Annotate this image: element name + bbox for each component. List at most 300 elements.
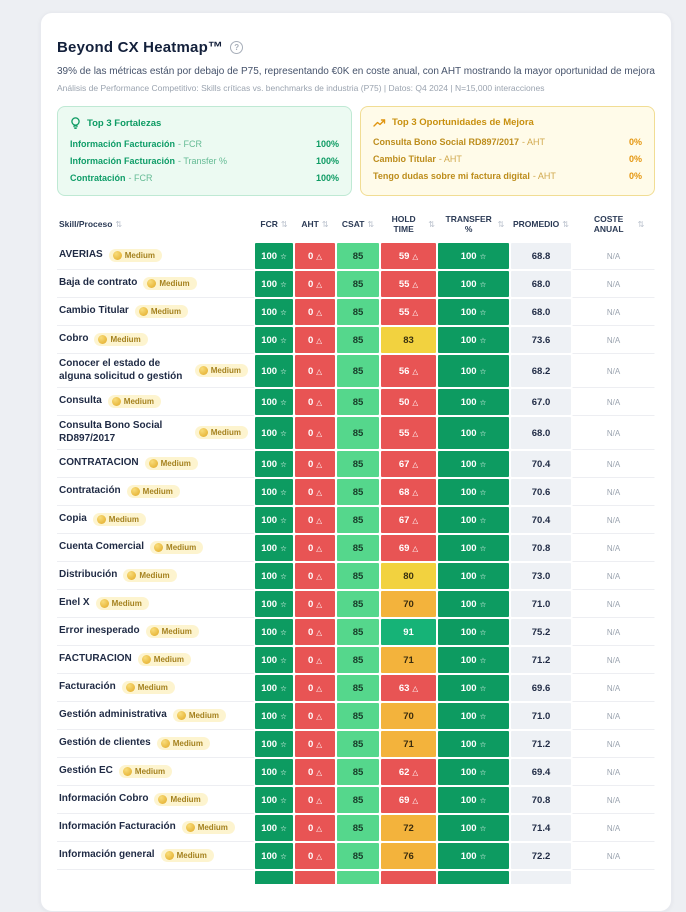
transfer-cell <box>437 814 510 842</box>
coste-anual-cell-value: N/A <box>606 795 621 805</box>
hold-time-cell <box>380 702 437 730</box>
transfer-cell-value: 100 <box>460 710 477 722</box>
skill-label: Gestión administrativa <box>59 709 167 721</box>
coin-icon <box>177 711 186 720</box>
coste-anual-cell <box>572 298 655 326</box>
coin-icon <box>158 795 167 804</box>
transfer-cell-value: 100 <box>460 334 477 346</box>
column-header-promedio[interactable] <box>510 220 572 230</box>
strength-item <box>70 173 339 183</box>
column-header-aht[interactable] <box>294 220 336 230</box>
table-row <box>57 478 655 506</box>
coste-anual-cell-value: N/A <box>606 627 621 637</box>
star-icon: ☆ <box>280 683 287 693</box>
table-row <box>57 758 655 786</box>
opportunity-item-value: 0% <box>628 171 642 181</box>
badge-label: Medium <box>188 711 220 720</box>
transfer-cell-value: 100 <box>460 365 477 377</box>
hold-time-cell-value: 72 <box>403 822 414 834</box>
skill-label: Cobro <box>59 333 89 345</box>
warning-icon: △ <box>412 397 419 407</box>
transfer-cell-value: 100 <box>460 458 477 470</box>
table-row <box>57 298 655 326</box>
skill-label: Información Facturación <box>59 821 176 833</box>
star-icon: ☆ <box>479 739 487 749</box>
transfer-cell <box>437 590 510 618</box>
coste-anual-cell <box>572 326 655 354</box>
coste-anual-cell-value: N/A <box>606 459 621 469</box>
transfer-cell <box>437 388 510 416</box>
fcr-cell-value: 100 <box>261 766 278 778</box>
promedio-cell-value: 67.0 <box>531 396 551 408</box>
strength-item-value: 100% <box>315 173 339 183</box>
warning-icon: △ <box>412 459 419 469</box>
sort-icon[interactable]: ⇅ <box>562 220 569 230</box>
csat-cell-value: 85 <box>352 654 364 666</box>
fcr-cell <box>254 298 294 326</box>
promedio-cell-value: 70.6 <box>531 486 551 498</box>
warning-icon: △ <box>412 251 419 261</box>
badge-label: Medium <box>137 683 168 692</box>
medium-badge <box>173 709 226 722</box>
coste-anual-cell <box>572 786 655 814</box>
coste-anual-cell <box>572 702 655 730</box>
warning-icon: △ <box>316 851 323 861</box>
info-icon[interactable]: ? <box>230 41 243 54</box>
strength-item <box>70 156 339 166</box>
star-icon: ☆ <box>479 279 487 289</box>
skill-label: Cuenta Comercial <box>59 541 145 553</box>
hold-time-cell <box>380 506 437 534</box>
promedio-cell-value: 71.2 <box>531 738 551 750</box>
sort-icon[interactable]: ⇅ <box>280 220 288 230</box>
hold-time-cell-value: 69 <box>398 542 410 554</box>
coste-anual-cell-value: N/A <box>606 739 621 749</box>
skill-cell <box>57 562 254 590</box>
transfer-cell <box>437 478 510 506</box>
skill-cell <box>57 618 254 646</box>
transfer-cell-value: 100 <box>460 626 477 638</box>
skill-cell <box>57 354 254 388</box>
table-row <box>57 326 655 354</box>
warning-icon: △ <box>412 543 419 553</box>
badge-label: Medium <box>139 571 170 580</box>
fcr-cell-value: 100 <box>261 738 278 750</box>
csat-cell <box>336 354 380 388</box>
transfer-cell-value: 100 <box>460 822 477 834</box>
transfer-cell-value: 100 <box>460 396 477 408</box>
star-icon: ☆ <box>280 823 287 833</box>
promedio-cell <box>510 478 572 506</box>
warning-icon: △ <box>316 739 323 749</box>
card-header <box>57 39 655 56</box>
transfer-cell <box>437 730 510 758</box>
coste-anual-cell-value: N/A <box>606 279 621 289</box>
fcr-cell <box>254 590 294 618</box>
skill-label: Consulta Bono Social RD897/2017 <box>59 420 163 444</box>
badge-label: Medium <box>142 487 173 496</box>
badge-label: Medium <box>160 459 191 468</box>
strength-item-metric: - FCR <box>128 173 153 183</box>
csat-cell <box>336 814 380 842</box>
warning-icon: △ <box>316 627 323 637</box>
csat-cell-value: 85 <box>352 514 364 526</box>
warning-icon: △ <box>316 251 323 261</box>
promedio-cell <box>510 450 572 478</box>
column-header-label: Skill/Proceso <box>59 219 113 230</box>
strength-item-label: Contratación <box>70 173 126 183</box>
fcr-cell <box>254 388 294 416</box>
fcr-cell-value: 100 <box>261 250 278 262</box>
aht-cell <box>294 388 336 416</box>
sort-icon[interactable]: ⇅ <box>321 220 329 230</box>
coste-anual-cell <box>572 562 655 590</box>
badge-label: Medium <box>134 767 166 776</box>
skill-label: Copia <box>59 513 87 525</box>
csat-cell <box>336 298 380 326</box>
table-row <box>57 646 655 674</box>
column-header-label: COSTE ANUAL <box>593 214 624 234</box>
csat-cell-value: 85 <box>352 850 364 862</box>
partial-table-row <box>57 870 655 884</box>
opportunity-item-label: Cambio Titular <box>373 154 436 164</box>
transfer-cell-value: 100 <box>460 794 477 806</box>
column-header-hold-time[interactable] <box>380 215 437 235</box>
medium-badge <box>135 305 188 318</box>
csat-cell-value: 85 <box>352 458 364 470</box>
hold-time-cell <box>380 298 437 326</box>
column-header-label: PROMEDIO <box>513 219 560 230</box>
skill-cell <box>57 702 254 730</box>
hold-time-cell-value: 76 <box>403 850 414 862</box>
badge-label: Medium <box>159 279 190 288</box>
strength-item-label: Información Facturación <box>70 156 176 166</box>
medium-badge <box>109 249 162 262</box>
warning-icon: △ <box>316 571 323 581</box>
coin-icon <box>154 543 163 552</box>
promedio-cell-value: 68.0 <box>531 427 551 439</box>
coste-anual-cell-value: N/A <box>606 823 621 833</box>
csat-cell <box>336 674 380 702</box>
star-icon: ☆ <box>479 366 487 376</box>
promedio-cell <box>510 842 572 870</box>
promedio-cell <box>510 534 572 562</box>
star-icon: ☆ <box>479 767 487 777</box>
badge-label: Medium <box>110 335 141 344</box>
fcr-cell <box>254 534 294 562</box>
csat-cell <box>336 450 380 478</box>
skill-cell <box>57 758 254 786</box>
hold-time-cell-value: 69 <box>398 794 410 806</box>
hold-time-cell-value: 91 <box>403 626 414 638</box>
column-header-label: HOLD TIME <box>391 214 416 234</box>
csat-cell-value: 85 <box>352 794 364 806</box>
transfer-cell <box>437 416 510 450</box>
star-icon: ☆ <box>280 366 287 376</box>
fcr-cell-value: 100 <box>261 334 278 346</box>
column-header-fcr[interactable] <box>254 220 294 230</box>
heatmap-table <box>57 208 655 884</box>
transfer-cell-value: 100 <box>460 654 477 666</box>
promedio-cell-value: 68.2 <box>531 365 551 377</box>
column-header-coste-anual[interactable] <box>572 215 655 235</box>
hold-time-cell-value: 80 <box>403 570 414 582</box>
csat-cell-value: 85 <box>352 396 364 408</box>
csat-cell <box>336 388 380 416</box>
medium-badge <box>195 364 248 377</box>
column-header-label: AHT <box>301 219 319 230</box>
aht-cell <box>294 534 336 562</box>
fcr-cell <box>254 478 294 506</box>
transfer-cell <box>437 242 510 270</box>
skill-cell <box>57 814 254 842</box>
fcr-cell <box>254 326 294 354</box>
column-header-label: CSAT <box>341 219 365 230</box>
aht-cell <box>294 506 336 534</box>
star-icon: ☆ <box>479 397 487 407</box>
csat-cell <box>336 842 380 870</box>
star-icon: ☆ <box>479 711 487 721</box>
hold-time-cell-value: 67 <box>398 458 410 470</box>
hold-time-cell <box>380 730 437 758</box>
coin-icon <box>97 515 106 524</box>
table-body <box>57 242 655 884</box>
csat-cell-value: 85 <box>352 542 364 554</box>
fcr-cell <box>254 646 294 674</box>
coin-icon <box>165 851 174 860</box>
table-row <box>57 730 655 758</box>
promedio-cell <box>510 506 572 534</box>
aht-cell-value: 0 <box>307 396 314 408</box>
badge-label: Medium <box>123 397 155 406</box>
medium-badge <box>182 821 235 834</box>
fcr-cell <box>254 354 294 388</box>
opportunity-item-metric: - AHT <box>522 137 546 147</box>
aht-cell-value: 0 <box>307 850 314 862</box>
transfer-cell-value: 100 <box>460 570 477 582</box>
aht-cell <box>294 730 336 758</box>
csat-cell <box>336 702 380 730</box>
aht-cell <box>294 814 336 842</box>
transfer-cell <box>437 842 510 870</box>
star-icon: ☆ <box>479 515 487 525</box>
table-row <box>57 242 655 270</box>
warning-icon: △ <box>412 366 419 376</box>
csat-cell-value: 85 <box>352 682 364 694</box>
skill-label: FACTURACION <box>59 653 132 665</box>
page-title: Beyond CX Heatmap™ <box>57 39 224 56</box>
fcr-cell <box>254 786 294 814</box>
warning-icon: △ <box>316 515 323 525</box>
opportunity-item-label: Tengo dudas sobre mi factura digital <box>373 171 530 181</box>
aht-cell-value: 0 <box>307 626 314 638</box>
star-icon: ☆ <box>280 307 287 317</box>
coste-anual-cell-value: N/A <box>606 366 621 376</box>
opportunities-list <box>373 137 642 181</box>
star-icon: ☆ <box>479 543 487 553</box>
promedio-cell-value: 72.2 <box>531 850 551 862</box>
aht-cell <box>294 842 336 870</box>
coste-anual-cell <box>572 242 655 270</box>
aht-cell <box>294 786 336 814</box>
skill-cell <box>57 842 254 870</box>
fcr-cell-value: 100 <box>261 396 278 408</box>
hold-time-cell <box>380 618 437 646</box>
warning-icon: △ <box>316 823 323 833</box>
coste-anual-cell <box>572 450 655 478</box>
promedio-cell <box>510 416 572 450</box>
skill-cell <box>57 326 254 354</box>
warning-icon: △ <box>412 767 419 777</box>
fcr-cell-value: 100 <box>261 306 278 318</box>
coin-icon <box>149 459 158 468</box>
opportunity-item-metric: - AHT <box>438 154 462 164</box>
coin-icon <box>123 767 132 776</box>
medium-badge <box>122 681 175 694</box>
medium-badge <box>119 765 172 778</box>
column-header-skill-proceso[interactable] <box>57 220 254 230</box>
coin-icon <box>139 307 148 316</box>
csat-cell <box>336 562 380 590</box>
hold-time-cell-value: 63 <box>398 682 410 694</box>
fcr-cell <box>254 870 294 884</box>
csat-cell-value: 85 <box>352 365 364 377</box>
badge-label: Medium <box>111 599 142 608</box>
medium-badge <box>94 333 147 346</box>
fcr-cell-value: 100 <box>261 794 278 806</box>
coste-anual-cell <box>572 730 655 758</box>
strengths-list <box>70 139 339 183</box>
transfer-cell-value: 100 <box>460 738 477 750</box>
transfer-cell-value: 100 <box>460 306 477 318</box>
hold-time-cell-value: 67 <box>398 514 410 526</box>
badge-label: Medium <box>210 366 241 375</box>
heatmap-card <box>40 12 672 912</box>
aht-cell-value: 0 <box>307 710 314 722</box>
promedio-cell-value: 71.0 <box>531 598 551 610</box>
hold-time-cell <box>380 870 437 884</box>
hold-time-cell <box>380 562 437 590</box>
table-row <box>57 270 655 298</box>
strengths-title-row <box>70 117 339 130</box>
csat-cell <box>336 416 380 450</box>
fcr-cell-value: 100 <box>261 427 278 439</box>
promedio-cell-value: 73.0 <box>531 570 551 582</box>
promedio-cell <box>510 590 572 618</box>
hold-time-cell-value: 50 <box>398 396 410 408</box>
coin-icon <box>112 397 121 406</box>
coste-anual-cell-value: N/A <box>606 571 621 581</box>
star-icon: ☆ <box>479 571 487 581</box>
fcr-cell <box>254 618 294 646</box>
fcr-cell <box>254 842 294 870</box>
csat-cell <box>336 870 380 884</box>
fcr-cell <box>254 702 294 730</box>
skill-label: Contratación <box>59 485 121 497</box>
sort-icon[interactable]: ⇅ <box>367 220 375 230</box>
column-header-transfer[interactable] <box>437 215 510 235</box>
star-icon: ☆ <box>280 767 287 777</box>
star-icon: ☆ <box>479 307 487 317</box>
strengths-panel <box>57 106 352 196</box>
medium-badge <box>108 395 161 408</box>
warning-icon: △ <box>316 366 323 376</box>
aht-cell <box>294 674 336 702</box>
opportunity-item-value: 0% <box>628 137 642 147</box>
fcr-cell-value: 100 <box>261 654 278 666</box>
medium-badge <box>150 541 203 554</box>
table-row <box>57 842 655 870</box>
aht-cell <box>294 590 336 618</box>
csat-cell-value: 85 <box>352 427 364 439</box>
fcr-cell-value: 100 <box>261 710 278 722</box>
promedio-cell <box>510 354 572 388</box>
badge-label: Medium <box>166 543 197 552</box>
coste-anual-cell-value: N/A <box>606 515 621 525</box>
medium-badge <box>154 793 207 806</box>
aht-cell-value: 0 <box>307 486 314 498</box>
table-row <box>57 786 655 814</box>
fcr-cell-value: 100 <box>261 682 278 694</box>
warning-icon: △ <box>316 335 323 345</box>
promedio-cell <box>510 786 572 814</box>
star-icon: ☆ <box>280 459 287 469</box>
column-header-csat[interactable] <box>336 220 380 230</box>
table-row <box>57 590 655 618</box>
table-row <box>57 702 655 730</box>
coin-icon <box>161 739 170 748</box>
skill-cell <box>57 870 254 884</box>
csat-cell <box>336 534 380 562</box>
sort-icon[interactable]: ⇅ <box>115 220 123 230</box>
csat-cell-value: 85 <box>352 598 364 610</box>
strength-item <box>70 139 339 149</box>
hold-time-cell-value: 55 <box>398 427 410 439</box>
fcr-cell-value: 100 <box>261 486 278 498</box>
promedio-cell <box>510 388 572 416</box>
csat-cell-value: 85 <box>352 306 364 318</box>
table-row <box>57 388 655 416</box>
coste-anual-cell-value: N/A <box>606 543 621 553</box>
transfer-cell <box>437 786 510 814</box>
skill-cell <box>57 478 254 506</box>
skill-label: Información general <box>59 849 155 861</box>
table-row <box>57 814 655 842</box>
coin-icon <box>199 428 208 437</box>
coste-anual-cell-value: N/A <box>606 767 621 777</box>
coste-anual-cell-value: N/A <box>606 851 621 861</box>
sort-icon[interactable]: ⇅ <box>428 220 435 230</box>
warning-icon: △ <box>316 543 323 553</box>
star-icon: ☆ <box>479 627 487 637</box>
promedio-cell <box>510 702 572 730</box>
promedio-cell <box>510 758 572 786</box>
opportunities-panel <box>360 106 655 196</box>
skill-label: Conocer el estado de alguna solicitud o gestión <box>59 358 183 382</box>
warning-icon: △ <box>316 307 323 317</box>
fcr-cell-value: 100 <box>261 514 278 526</box>
star-icon: ☆ <box>479 655 487 665</box>
skill-cell <box>57 646 254 674</box>
summary-boxes <box>57 106 655 196</box>
opportunity-item-label: Consulta Bono Social RD897/2017 <box>373 137 520 147</box>
star-icon: ☆ <box>280 739 287 749</box>
coste-anual-cell <box>572 842 655 870</box>
sort-icon[interactable]: ⇅ <box>497 220 505 230</box>
aht-cell-value: 0 <box>307 250 314 262</box>
sort-icon[interactable]: ⇅ <box>637 220 645 230</box>
warning-icon: △ <box>412 307 419 317</box>
